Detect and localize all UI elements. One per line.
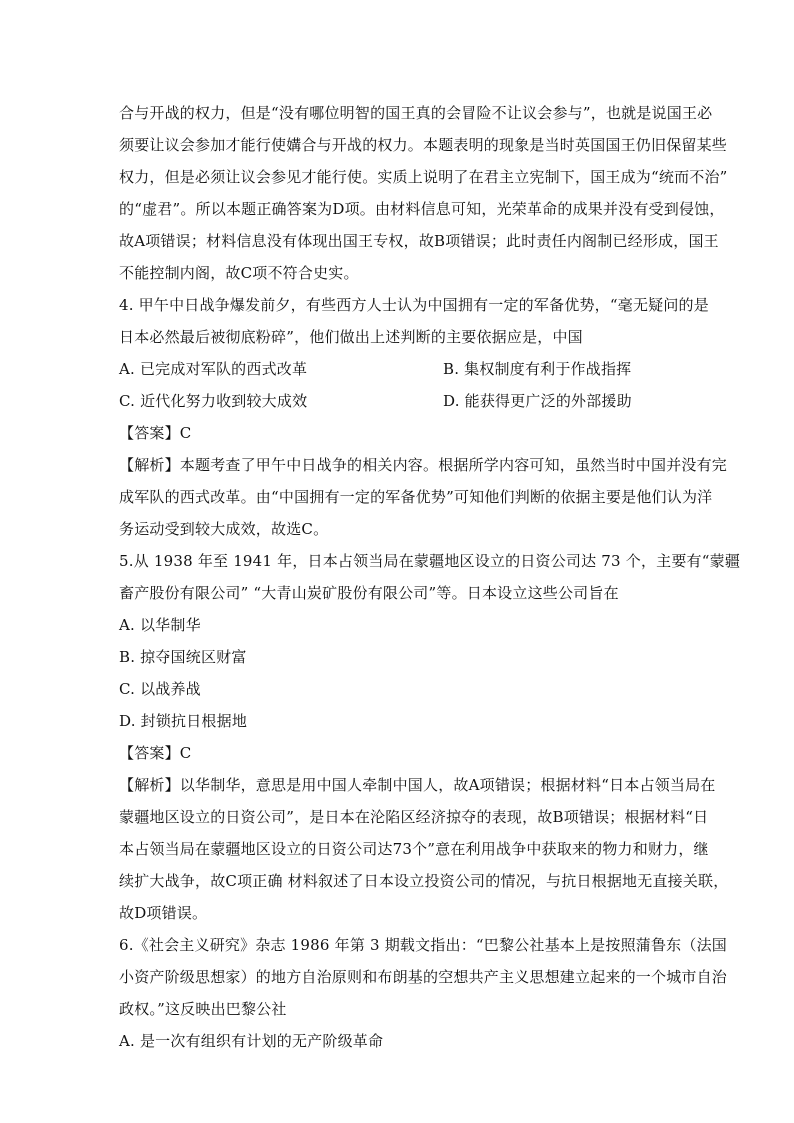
analysis-line: 【解析】以华制华，意思是用中国人牵制中国人，故A项错误；根据材料“日本占领当局在 — [119, 776, 716, 794]
question-stem-line: 小资产阶级思想家）的地方自治原则和布朗基的空想共产主义思想建立起来的一个城市自治 — [119, 968, 728, 986]
analysis-line: 本占领当局在蒙疆地区设立的日资公司达73个”意在利用战争中获取来的物力和财力，继 — [119, 840, 709, 858]
option-d: D. 封锁抗日根据地 — [119, 712, 248, 730]
analysis-line: 故D项错误。 — [119, 904, 208, 922]
text-line: 须要让议会参加才能行使媾合与开战的权力。本题表明的现象是当时英国国王仍旧保留某些 — [119, 136, 728, 154]
question-stem-line: 畜产股份有限公司” “大青山炭矿股份有限公司”等。日本设立这些公司旨在 — [119, 584, 619, 602]
answer-line: 【答案】C — [119, 744, 192, 762]
option-a: A. 是一次有组织有计划的无产阶级革命 — [119, 1032, 384, 1050]
question-5 — [119, 545, 741, 929]
option-a: A. 已完成对军队的西式改革 — [119, 360, 308, 378]
document-body — [119, 97, 741, 1057]
answer-line: 【答案】C — [119, 424, 192, 442]
question-stem-line: 4. 甲午中日战争爆发前夕，有些西方人士认为中国拥有一定的军备优势，“毫无疑问的是 — [119, 296, 709, 314]
option-b: B. 掠夺国统区财富 — [119, 648, 247, 666]
text-line: 不能控制内阁，故C项不符合史实。 — [119, 264, 359, 282]
analysis-line: 务运动受到较大成效，故选C。 — [119, 520, 329, 538]
analysis-line: 成军队的西式改革。由“中国拥有一定的军备优势”可知他们判断的依据主要是他们认为洋 — [119, 488, 713, 506]
option-c: C. 以战养战 — [119, 680, 201, 698]
text-line: 故A项错误；材料信息没有体现出国王专权，故B项错误；此时责任内阁制已经形成，国王 — [119, 232, 719, 250]
question-stem-line: 6.《社会主义研究》杂志 1986 年第 3 期载文指出：“巴黎公社基本上是按照蒲鲁东（法国 — [119, 936, 727, 954]
option-d: D. 能获得更广泛的外部援助 — [443, 392, 632, 410]
q3-analysis-continued — [119, 97, 728, 289]
question-stem-line: 政权。”这反映出巴黎公社 — [119, 1000, 287, 1018]
question-6 — [119, 929, 728, 1057]
option-a: A. 以华制华 — [119, 616, 201, 634]
option-b: B. 集权制度有利于作战指挥 — [443, 360, 632, 378]
options-row — [119, 353, 679, 385]
text-line: 的“虚君”。所以本题正确答案为D项。由材料信息可知，光荣革命的成果并没有受到侵蚀， — [119, 200, 725, 218]
text-line: 权力，但是必须让议会参见才能行使。实质上说明了在君主立宪制下，国王成为“统而不治” — [119, 168, 728, 186]
analysis-line: 【解析】本题考查了甲午中日战争的相关内容。根据所学内容可知，虽然当时中国并没有完 — [119, 456, 728, 474]
question-4 — [119, 289, 728, 545]
question-stem-line: 日本必然最后被彻底粉碎”，他们做出上述判断的主要依据应是，中国 — [119, 328, 583, 346]
text-line: 合与开战的权力，但是“没有哪位明智的国王真的会冒险不让议会参与”，也就是说国王必 — [119, 104, 713, 122]
question-stem-line: 5.从 1938 年至 1941 年，日本占领当局在蒙疆地区设立的日资公司达 73 个，主要有“蒙疆 — [119, 552, 741, 570]
option-c: C. 近代化努力收到较大成效 — [119, 392, 308, 410]
analysis-line: 续扩大战争，故C项正确 材料叙述了日本设立投资公司的情况，与抗日根据地无直接关联， — [119, 872, 729, 890]
options-row — [119, 385, 679, 417]
analysis-line: 蒙疆地区设立的日资公司”，是日本在沦陷区经济掠夺的表现，故B项错误；根据材料“日 — [119, 808, 709, 826]
